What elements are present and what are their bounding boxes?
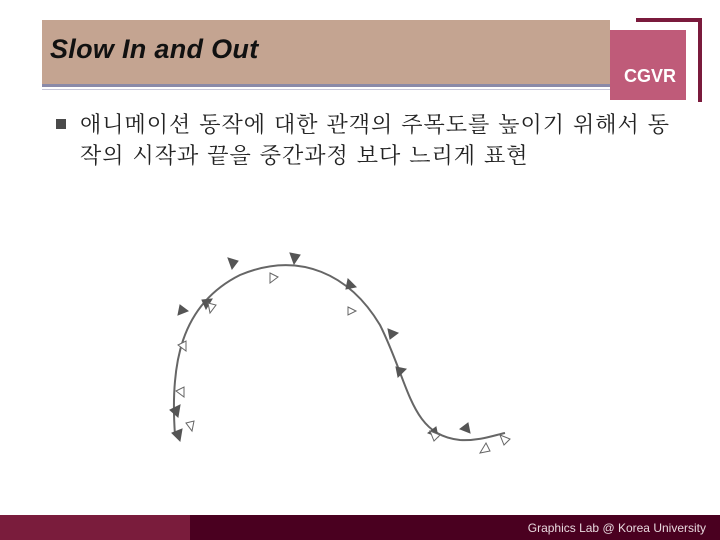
square-bullet-icon	[56, 119, 66, 129]
logo-text: CGVR	[623, 66, 676, 86]
corner-decoration-top	[636, 18, 702, 22]
frame-marker-outline	[208, 303, 216, 313]
frame-marker-outline	[186, 421, 194, 431]
frame-marker-filled	[178, 305, 188, 315]
footer-credit: Graphics Lab @ Korea University	[527, 521, 706, 535]
title-divider	[42, 84, 630, 87]
frame-marker-outline	[270, 273, 278, 283]
frame-marker-outline	[178, 341, 186, 351]
bullet-text: 애니메이션 동작에 대한 관객의 주목도를 높이기 위해서 동작의 시작과 끝을 중간과정 보다 느리게 표현	[80, 113, 671, 169]
title-divider-thin	[42, 89, 630, 90]
frame-marker-filled	[290, 253, 300, 264]
frame-marker-outline	[480, 443, 490, 453]
frame-marker-outline	[176, 387, 184, 397]
frame-marker-outline	[500, 435, 510, 445]
frame-marker-filled	[388, 329, 398, 339]
keyframe-markers	[170, 253, 470, 441]
frame-marker-filled	[346, 279, 356, 289]
corner-decoration-side	[698, 18, 702, 102]
slow-in-out-path-illustration	[160, 245, 540, 475]
slide-title: Slow In and Out	[50, 34, 259, 64]
keyframe-markers-outline	[176, 273, 510, 453]
frame-marker-filled	[172, 429, 182, 441]
frame-marker-filled	[460, 423, 470, 433]
frame-marker-filled	[228, 258, 238, 269]
logo-box	[610, 30, 686, 100]
footer-accent-bar	[0, 515, 190, 540]
frame-marker-outline	[348, 307, 356, 315]
motion-path	[174, 265, 505, 440]
